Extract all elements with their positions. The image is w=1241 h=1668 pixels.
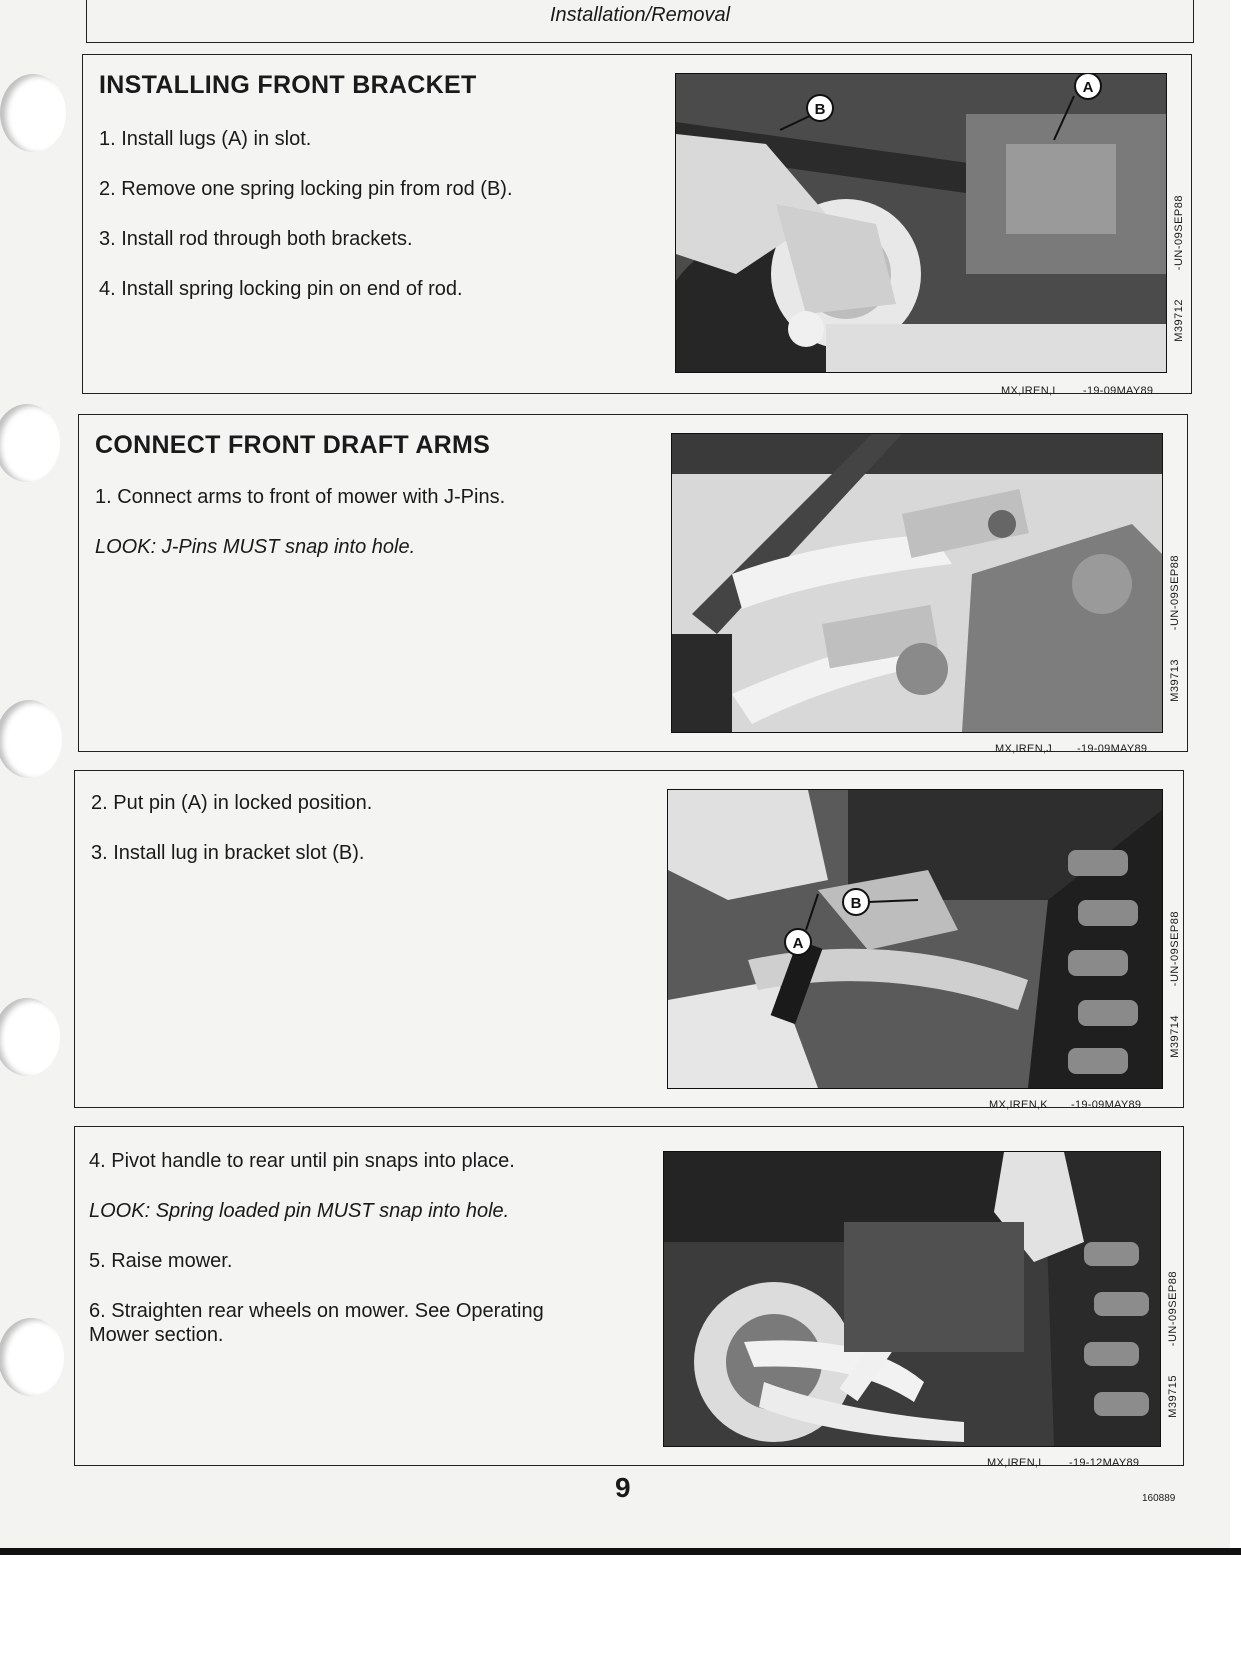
figure-code: -UN-09SEP88 — [1173, 195, 1185, 271]
step-1: 1. Connect arms to front of mower with J-Pins. — [95, 486, 506, 508]
figure-photo-draft-arms — [671, 433, 1163, 733]
figure-id: M39713 — [1169, 659, 1181, 702]
step-5: 5. Raise mower. — [89, 1250, 233, 1272]
callout-A-label: A — [792, 935, 804, 952]
figure-code: -UN-09SEP88 — [1169, 555, 1181, 631]
binder-hole — [0, 700, 62, 778]
section-title: INSTALLING FRONT BRACKET — [99, 71, 477, 99]
header-box — [86, 0, 1194, 43]
figure-ref: MX,IREN,J — [995, 743, 1053, 755]
look-note: LOOK: Spring loaded pin MUST snap into hole. — [89, 1200, 510, 1222]
step-6-continued: Mower section. — [89, 1324, 224, 1346]
step-1: 1. Install lugs (A) in slot. — [99, 128, 312, 150]
step-2: 2. Put pin (A) in locked position. — [91, 792, 373, 814]
section-lock-pin — [74, 770, 1184, 1111]
callout-B-label: B — [814, 101, 826, 118]
section-installing-front-bracket — [82, 54, 1192, 397]
figure-ref: MX,IREN,L — [987, 1457, 1045, 1469]
step-6: 6. Straighten rear wheels on mower. See Operating — [89, 1300, 544, 1322]
figure-code: -UN-09SEP88 — [1169, 911, 1181, 987]
callout-A-label: A — [1082, 79, 1094, 96]
section-pivot-handle — [74, 1126, 1184, 1469]
figure-date: -19-09MAY89 — [1077, 743, 1148, 755]
figure-photo-lock-pin — [667, 789, 1163, 1089]
step-3: 3. Install rod through both brackets. — [99, 228, 413, 250]
step-3: 3. Install lug in bracket slot (B). — [91, 842, 365, 864]
figure-photo-front-bracket — [675, 73, 1167, 373]
figure-ref: MX,IREN,K — [989, 1099, 1048, 1111]
figure-id: M39715 — [1167, 1375, 1179, 1418]
binder-hole — [0, 404, 60, 482]
figure-photo-pivot-handle — [663, 1151, 1161, 1447]
figure-id: M39712 — [1173, 299, 1185, 342]
section-connect-front-draft-arms — [78, 414, 1188, 755]
page-number: 9 — [615, 1472, 631, 1503]
print-code: 160889 — [1142, 1493, 1176, 1504]
section-title: CONNECT FRONT DRAFT ARMS — [95, 431, 491, 459]
binder-hole — [0, 998, 60, 1076]
page-header-title: Installation/Removal — [549, 4, 731, 26]
background-margin — [0, 1555, 1241, 1668]
step-2: 2. Remove one spring locking pin from rod (B). — [99, 178, 513, 200]
figure-ref: MX,IREN,I — [1001, 385, 1056, 397]
figure-date: -19-12MAY89 — [1069, 1457, 1140, 1469]
callout-B-label: B — [850, 895, 862, 912]
figure-date: -19-09MAY89 — [1083, 385, 1154, 397]
binder-hole — [0, 1318, 64, 1396]
look-note: LOOK: J-Pins MUST snap into hole. — [95, 536, 416, 558]
step-4: 4. Pivot handle to rear until pin snaps into place. — [89, 1150, 515, 1172]
figure-code: -UN-09SEP88 — [1167, 1271, 1179, 1347]
figure-date: -19-09MAY89 — [1071, 1099, 1142, 1111]
step-4: 4. Install spring locking pin on end of rod. — [99, 278, 463, 300]
figure-id: M39714 — [1169, 1015, 1181, 1058]
binder-hole — [0, 74, 66, 152]
